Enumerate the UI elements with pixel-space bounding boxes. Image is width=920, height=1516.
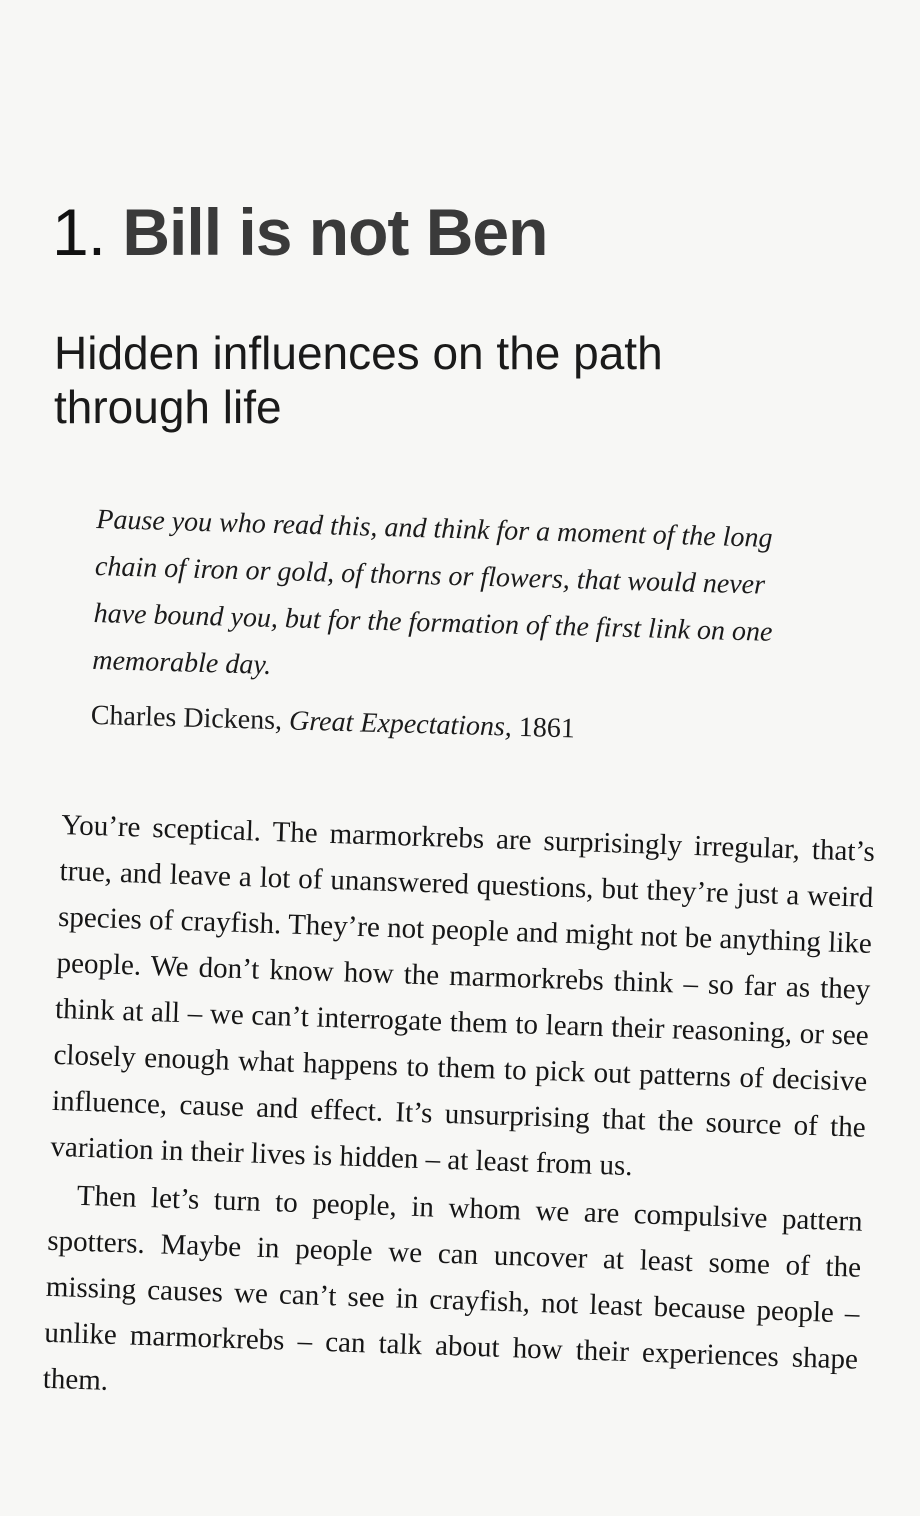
chapter-title: Bill is not Ben bbox=[122, 195, 548, 269]
chapter-subtitle: Hidden influences on the path through life bbox=[54, 327, 663, 433]
body-paragraph-2: Then let’s turn to people, in whom we are compulsive pattern spotters. Maybe in people we can uncover at least some of the missing causes we can’t see in crayfish, not least because people – unlike marmorkrebs – can talk about how their experiences shape them. bbox=[42, 1179, 864, 1397]
epigraph-quote: Pause you who read this, and think for a moment of the long chain of iron or gold, of thorns or flowers, that would never have bound you, but for the formation of the first link on one memorable day. bbox=[91, 503, 773, 681]
epigraph bbox=[90, 496, 826, 756]
epigraph-work: Great Expectations, bbox=[288, 705, 513, 743]
chapter-heading bbox=[52, 196, 547, 269]
epigraph-year: 1861 bbox=[518, 711, 576, 745]
body-paragraph-1: You’re sceptical. The marmorkrebs are surprisingly irregular, that’s true, and leave a lot of unanswered questions, but they’re just a weird species of crayfish. They’re not people and might not be anything like people. We don’t know how the marmorkrebs think – so far as they think at all – we can’t interrogate them to learn their reasoning, or see closely enough what happens to them to pick out patterns of decisive influence, cause and effect. It’s unsurprising that the source of the variation in their lives is hidden – at least from us. bbox=[50, 808, 876, 1183]
epigraph-attribution bbox=[90, 696, 821, 756]
chapter-number: 1. bbox=[52, 195, 106, 269]
epigraph-author: Charles Dickens, bbox=[90, 699, 283, 737]
body-text bbox=[42, 802, 875, 1429]
